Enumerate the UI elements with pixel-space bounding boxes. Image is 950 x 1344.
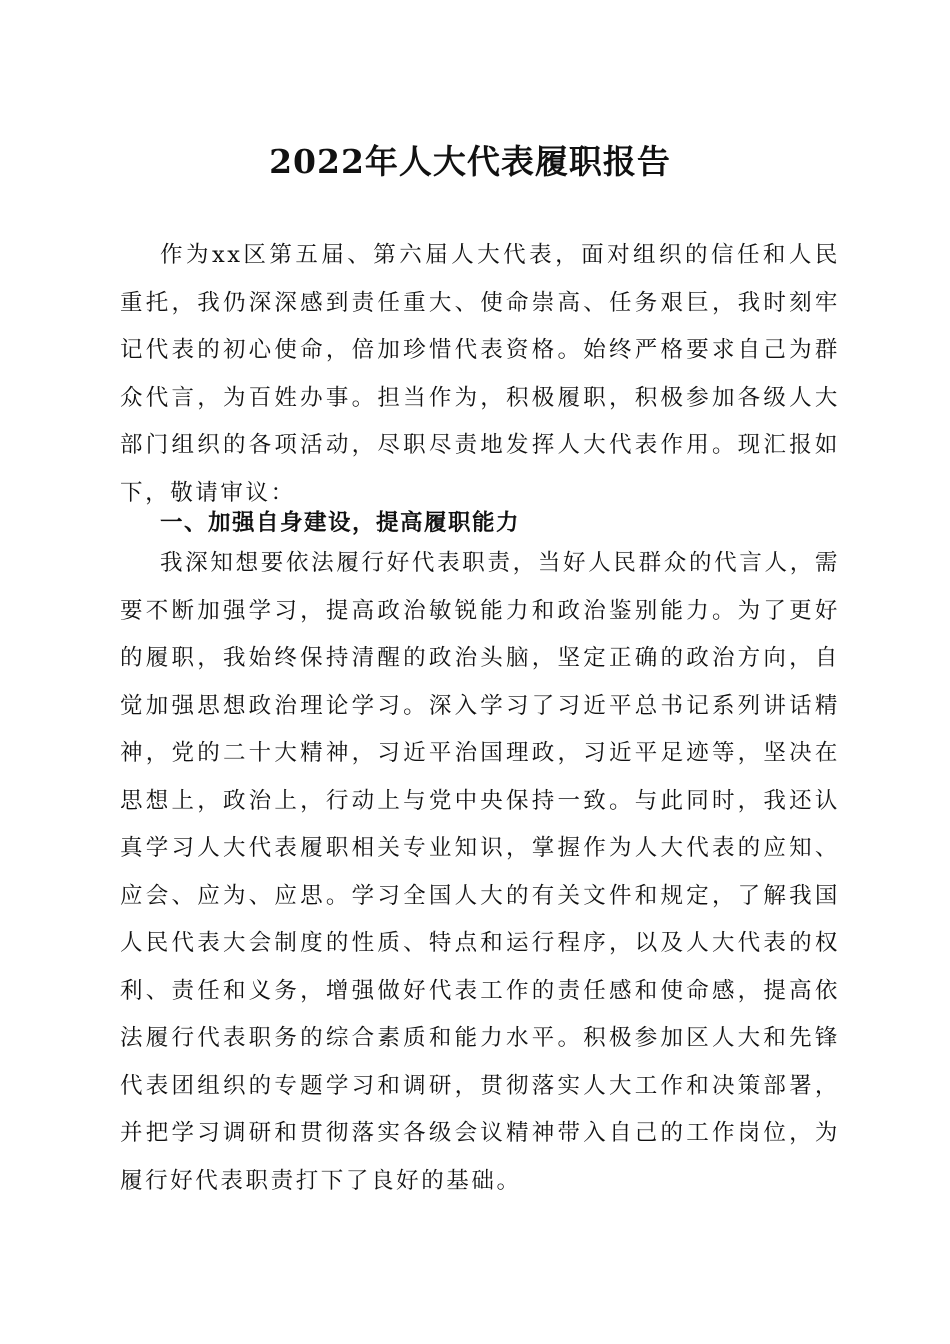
section-paragraph: 我深知想要依法履行好代表职责，当好人民群众的代言人，需要不断加强学习，提高政治敏锐能力和政治鉴别能力。为了更好的履职，我始终保持清醒的政治头脑，坚定正确的政治方向，自觉加强思想政治理论学习。深入学习了习近平总书记系列讲话精神，党的二十大精神，习近平治国理政，习近平足迹等，坚决在思想上，政治上，行动上与党中央保持一致。与此同时，我还认真学习人大代表履职相关专业知识，掌握作为人大代表的应知、应会、应为、应思。学习全国人大的有关文件和规定，了解我国人民代表大会制度的性质、特点和运行程序，以及人大代表的权利、责任和义务，增强做好代表工作的责任感和使命感，提高依法履行代表职务的综合素质和能力水平。积极参加区人大和先锋代表团组织的专题学习和调研，贯彻落实人大工作和决策部署，并把学习调研和贯彻落实各级会议精神带入自己的工作岗位，为履行好代表职责打下了良好的基础。 bbox=[120, 550, 840, 1194]
document-title: 2022年人大代表履职报告 bbox=[269, 142, 671, 181]
section-heading: 一、加强自身建设，提高履职能力 bbox=[160, 510, 521, 536]
intro-paragraph: 作为xx区第五届、第六届人大代表，面对组织的信任和人民重托，我仍深深感到责任重大、使命崇高、任务艰巨，我时刻牢记代表的初心使命，倍加珍惜代表资格。始终严格要求自己为群众代言，为百姓办事。担当作为，积极履职，积极参加各级人大部门组织的各项活动，尽职尽责地发挥人大代表作用。现汇报如下，敬请审议： bbox=[120, 242, 840, 506]
